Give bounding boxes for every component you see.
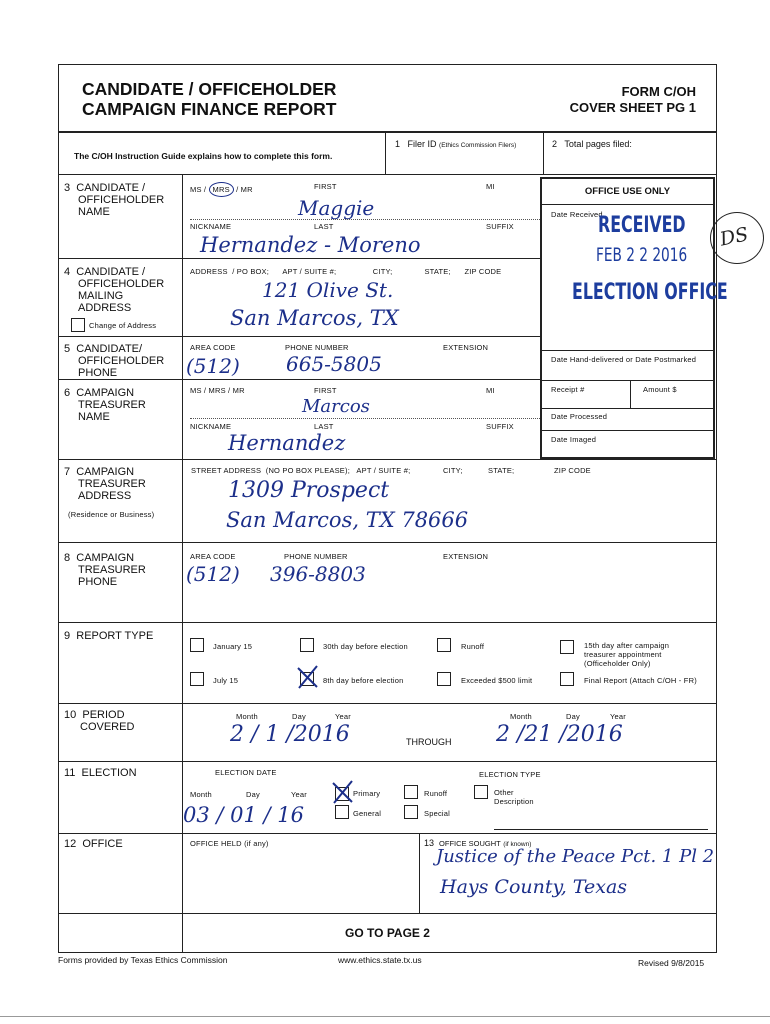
- sec7-l2: TREASURER: [78, 478, 146, 490]
- report-30th-label: 30th day before election: [323, 642, 408, 651]
- report-runoff-label: Runoff: [461, 642, 485, 651]
- sec7-city-label: CITY;: [443, 466, 463, 475]
- period-to-year-label: Year: [610, 712, 626, 721]
- sec10-l2: COVERED: [80, 721, 135, 733]
- report-exceeded-label: Exceeded $500 limit: [461, 676, 533, 685]
- sec5-area-label: AREA CODE: [190, 343, 236, 352]
- sec7-residence-note: (Residence or Business): [68, 510, 155, 519]
- sec8-area-label: AREA CODE: [190, 552, 236, 561]
- date-received-label: Date Received: [551, 210, 603, 219]
- sec5-phone-label: PHONE NUMBER: [285, 343, 349, 352]
- row-divider-11: [58, 833, 717, 834]
- election-special-label: Special: [424, 809, 450, 818]
- footer-revised: Revised 9/8/2015: [638, 958, 705, 968]
- sec12-label: [64, 838, 123, 850]
- sec3-l1: CANDIDATE /: [76, 182, 146, 194]
- received-date-stamp: FEB 2 2 2016: [596, 244, 688, 266]
- report-15th-checkbox[interactable]: [560, 640, 574, 654]
- row-divider-8: [58, 622, 717, 623]
- frame-top: [58, 64, 717, 65]
- sec5-l3: PHONE: [78, 367, 118, 379]
- change-of-address-label: Change of Address: [89, 321, 157, 330]
- form-title: [82, 79, 336, 119]
- election-general-label: General: [353, 809, 382, 818]
- office-use-receipt-divider: [630, 380, 631, 408]
- date-processed-label: Date Processed: [551, 412, 608, 421]
- election-year-label: Year: [291, 790, 307, 799]
- report-jul15-checkbox[interactable]: [190, 672, 204, 686]
- label-column-divider: [182, 175, 183, 952]
- sec4-l1: CANDIDATE /: [76, 266, 146, 278]
- filer-divider: [385, 132, 386, 175]
- sec3-last-label: LAST: [314, 222, 334, 231]
- election-office-stamp: ELECTION OFFICE: [572, 280, 728, 305]
- sec7-num: 7: [64, 466, 71, 478]
- sec5-num: 5: [64, 343, 71, 355]
- office-use-rule-1: [541, 350, 715, 351]
- report-15th-line1: 15th day after campaign: [584, 641, 670, 650]
- sec10-l1: PERIOD: [82, 709, 125, 721]
- sal-mr: / MR: [236, 185, 253, 194]
- period-from-year-label: Year: [335, 712, 351, 721]
- sec3-first-label: FIRST: [314, 182, 337, 191]
- report-jul15-label: July 15: [213, 676, 239, 685]
- treasurer-first-name[interactable]: Marcos: [302, 396, 370, 417]
- period-to-month-label: Month: [510, 712, 532, 721]
- sec6-suffix-label: SUFFIX: [486, 422, 514, 431]
- election-other-line2: Description: [494, 797, 534, 806]
- sec4-label: [64, 266, 164, 314]
- office-sought-line1[interactable]: Justice of the Peace Pct. 1 Pl 2: [436, 846, 715, 867]
- scan-edge: [0, 1016, 770, 1017]
- sec11-num: 11: [64, 767, 76, 779]
- office-use-rule-3: [541, 408, 715, 409]
- row-divider-3: [58, 258, 540, 259]
- sheet-label: COVER SHEET PG 1: [569, 100, 696, 115]
- row-divider-12: [58, 913, 717, 914]
- treasurer-address-line1[interactable]: 1309 Prospect: [228, 478, 390, 503]
- treasurer-last-name[interactable]: Hernandez: [228, 431, 346, 455]
- election-special-checkbox[interactable]: [404, 805, 418, 819]
- sec8-num: 8: [64, 552, 71, 564]
- sec12-title: OFFICE: [82, 838, 123, 850]
- footer-url[interactable]: www.ethics.state.tx.us: [338, 955, 422, 965]
- sec8-l3: PHONE: [78, 576, 118, 588]
- report-8th-label: 8th day before election: [323, 676, 404, 685]
- sec7-l1: CAMPAIGN: [76, 466, 135, 478]
- report-final-checkbox[interactable]: [560, 672, 574, 686]
- sec8-ext-label: EXTENSION: [443, 552, 489, 561]
- frame-bottom: [58, 952, 717, 953]
- sec6-mi-label: MI: [486, 386, 495, 395]
- row-divider-10: [58, 761, 717, 762]
- report-final-label: Final Report (Attach C/OH - FR): [584, 676, 697, 685]
- initials: DS: [718, 223, 751, 251]
- filer-id-field[interactable]: [395, 139, 516, 149]
- candidate-address-line2[interactable]: San Marcos, TX: [230, 306, 399, 330]
- sec11-title: ELECTION: [81, 767, 137, 779]
- sec6-num: 6: [64, 387, 71, 399]
- period-from-value[interactable]: 2 / 1 /2016: [230, 722, 350, 747]
- treasurer-area-code[interactable]: (512): [186, 562, 240, 586]
- sec7-l3: ADDRESS: [78, 490, 132, 502]
- sec5-ext-label: EXTENSION: [443, 343, 489, 352]
- change-of-address-checkbox[interactable]: [71, 318, 85, 332]
- period-from-day-label: Day: [292, 712, 306, 721]
- row-divider-9: [58, 703, 717, 704]
- other-description-line: [494, 829, 708, 830]
- sec8-phone-label: PHONE NUMBER: [284, 552, 348, 561]
- sec6-l2: TREASURER: [78, 399, 146, 411]
- instruction-text: The C/OH Instruction Guide explains how to complete this form.: [74, 151, 333, 161]
- row-divider-6: [58, 459, 717, 460]
- report-30th-checkbox[interactable]: [300, 638, 314, 652]
- total-pages-field[interactable]: [552, 139, 632, 149]
- sec5-label: [64, 343, 164, 379]
- sec6-label: [64, 387, 146, 423]
- sec6-l3: NAME: [78, 411, 110, 423]
- sec3-salutation: [190, 182, 253, 197]
- filer-id-num: 1: [395, 139, 401, 149]
- candidate-first-name[interactable]: Maggie: [298, 196, 375, 220]
- election-type-label: ELECTION TYPE: [479, 770, 541, 779]
- election-date-label: ELECTION DATE: [215, 768, 277, 777]
- election-runoff-label: Runoff: [424, 789, 448, 798]
- sec3-nickname-label: NICKNAME: [190, 222, 232, 231]
- sec3-num: 3: [64, 182, 71, 194]
- election-date-value[interactable]: 03 / 01 / 16: [183, 803, 305, 827]
- office-divider: [419, 834, 420, 914]
- sec7-zip-label: ZIP CODE: [554, 466, 591, 475]
- report-15th-line3: (Officeholder Only): [584, 659, 651, 668]
- sec6-salutation: MS / MRS / MR: [190, 386, 245, 395]
- report-15th-label: [584, 641, 669, 668]
- candidate-area-code[interactable]: (512): [186, 354, 240, 378]
- election-other-label: [494, 788, 534, 806]
- filer-id-label: Filer ID: [407, 139, 437, 149]
- sec13-note: (if known): [503, 841, 532, 848]
- office-use-rule-2: [541, 380, 715, 381]
- election-runoff-checkbox[interactable]: [404, 785, 418, 799]
- frame-right: [716, 64, 717, 953]
- row-divider-7: [58, 542, 717, 543]
- election-other-checkbox[interactable]: [474, 785, 488, 799]
- header-divider: [58, 131, 717, 133]
- row-divider-5: [58, 379, 540, 380]
- treasurer-phone[interactable]: 396-8803: [270, 562, 366, 586]
- period-to-value[interactable]: 2 /21 /2016: [496, 722, 623, 747]
- sec6-dotted: [190, 418, 540, 419]
- sec7-state-label: STATE;: [488, 466, 515, 475]
- period-to-day-label: Day: [566, 712, 580, 721]
- office-use-title: OFFICE USE ONLY: [584, 186, 671, 197]
- office-held-label: OFFICE HELD (if any): [190, 839, 269, 848]
- office-use-title-rule: [541, 204, 715, 205]
- report-15th-line2: treasurer appointment: [584, 650, 662, 659]
- footer-provided-by: Forms provided by Texas Ethics Commission: [58, 955, 228, 965]
- amount-label: Amount $: [643, 385, 677, 394]
- go-to-page-2[interactable]: GO TO PAGE 2: [345, 926, 430, 940]
- sec4-num: 4: [64, 266, 71, 278]
- pages-divider: [543, 132, 544, 175]
- sec3-suffix-label: SUFFIX: [486, 222, 514, 231]
- election-general-checkbox[interactable]: [335, 805, 349, 819]
- receipt-label: Receipt #: [551, 385, 585, 394]
- sec3-mi-label: MI: [486, 182, 495, 191]
- election-primary-label: Primary: [353, 789, 381, 798]
- sec8-l2: TREASURER: [78, 564, 146, 576]
- sec5-l2: OFFICEHOLDER: [78, 355, 165, 367]
- form-code: FORM C/OH: [621, 84, 696, 99]
- candidate-last-name[interactable]: Hernandez - Moreno: [200, 233, 421, 257]
- election-month-label: Month: [190, 790, 212, 799]
- sec3-l3: NAME: [78, 206, 110, 218]
- sal-ms: MS /: [190, 185, 207, 194]
- report-jan15-checkbox[interactable]: [190, 638, 204, 652]
- row-divider-4: [58, 336, 540, 337]
- treasurer-address-line2[interactable]: San Marcos, TX 78666: [226, 508, 469, 532]
- sec3-l2: OFFICEHOLDER: [78, 194, 165, 206]
- period-through-label: THROUGH: [406, 737, 452, 747]
- office-use-rule-4: [541, 430, 715, 431]
- report-exceeded-checkbox[interactable]: [437, 672, 451, 686]
- frame-left: [58, 64, 59, 953]
- sec10-num: 10: [64, 709, 77, 721]
- sec13-title: OFFICE SOUGHT: [439, 839, 501, 848]
- sec13-num: 13: [424, 838, 435, 848]
- date-hand-label: Date Hand-delivered or Date Postmarked: [551, 355, 697, 364]
- report-8th-check-mark: [295, 664, 321, 690]
- sec9-label: [64, 630, 153, 642]
- sec12-num: 12: [64, 838, 77, 850]
- sec4-l3: MAILING: [78, 290, 124, 302]
- form-id: [570, 84, 696, 116]
- election-other-line1: Other: [494, 788, 514, 797]
- period-from-month-label: Month: [236, 712, 258, 721]
- sec10-label: [64, 709, 134, 733]
- date-imaged-label: Date Imaged: [551, 435, 597, 444]
- election-day-label: Day: [246, 790, 260, 799]
- report-runoff-checkbox[interactable]: [437, 638, 451, 652]
- sec6-nickname-label: NICKNAME: [190, 422, 232, 431]
- sec4-l2: OFFICEHOLDER: [78, 278, 165, 290]
- sec11-label: [64, 767, 137, 779]
- sec4-fields-label: ADDRESS / PO BOX; APT / SUITE #; CITY; STATE; ZIP CODE: [190, 267, 502, 276]
- filer-id-note: (Ethics Commission Filers): [439, 142, 517, 149]
- row-divider-0: [58, 174, 717, 175]
- sec4-l4: ADDRESS: [78, 302, 132, 314]
- sec6-first-label: FIRST: [314, 386, 337, 395]
- total-pages-num: 2: [552, 139, 558, 149]
- sec3-dotted: [190, 219, 540, 220]
- sec8-l1: CAMPAIGN: [76, 552, 135, 564]
- sec5-l1: CANDIDATE/: [76, 343, 143, 355]
- sal-mrs-circled[interactable]: MRS: [209, 182, 234, 197]
- sec3-label: [64, 182, 164, 218]
- sec7-label: [64, 466, 146, 502]
- received-stamp: RECEIVED: [598, 213, 686, 238]
- sec9-num: 9: [64, 630, 71, 642]
- title-line-2: CAMPAIGN FINANCE REPORT: [82, 99, 337, 119]
- office-sought-line2[interactable]: Hays County, Texas: [440, 876, 628, 898]
- report-jan15-label: January 15: [213, 642, 253, 651]
- sec6-last-label: LAST: [314, 422, 334, 431]
- sec8-label: [64, 552, 146, 588]
- total-pages-label: Total pages filed:: [564, 139, 632, 149]
- candidate-phone[interactable]: 665-5805: [286, 352, 382, 376]
- title-line-1: CANDIDATE / OFFICEHOLDER: [82, 79, 337, 99]
- sec6-l1: CAMPAIGN: [76, 387, 135, 399]
- candidate-address-line1[interactable]: 121 Olive St.: [262, 278, 394, 302]
- sec7-fields-label: STREET ADDRESS (NO PO BOX PLEASE); APT / SUITE #;: [191, 466, 411, 475]
- sec9-title: REPORT TYPE: [76, 630, 154, 642]
